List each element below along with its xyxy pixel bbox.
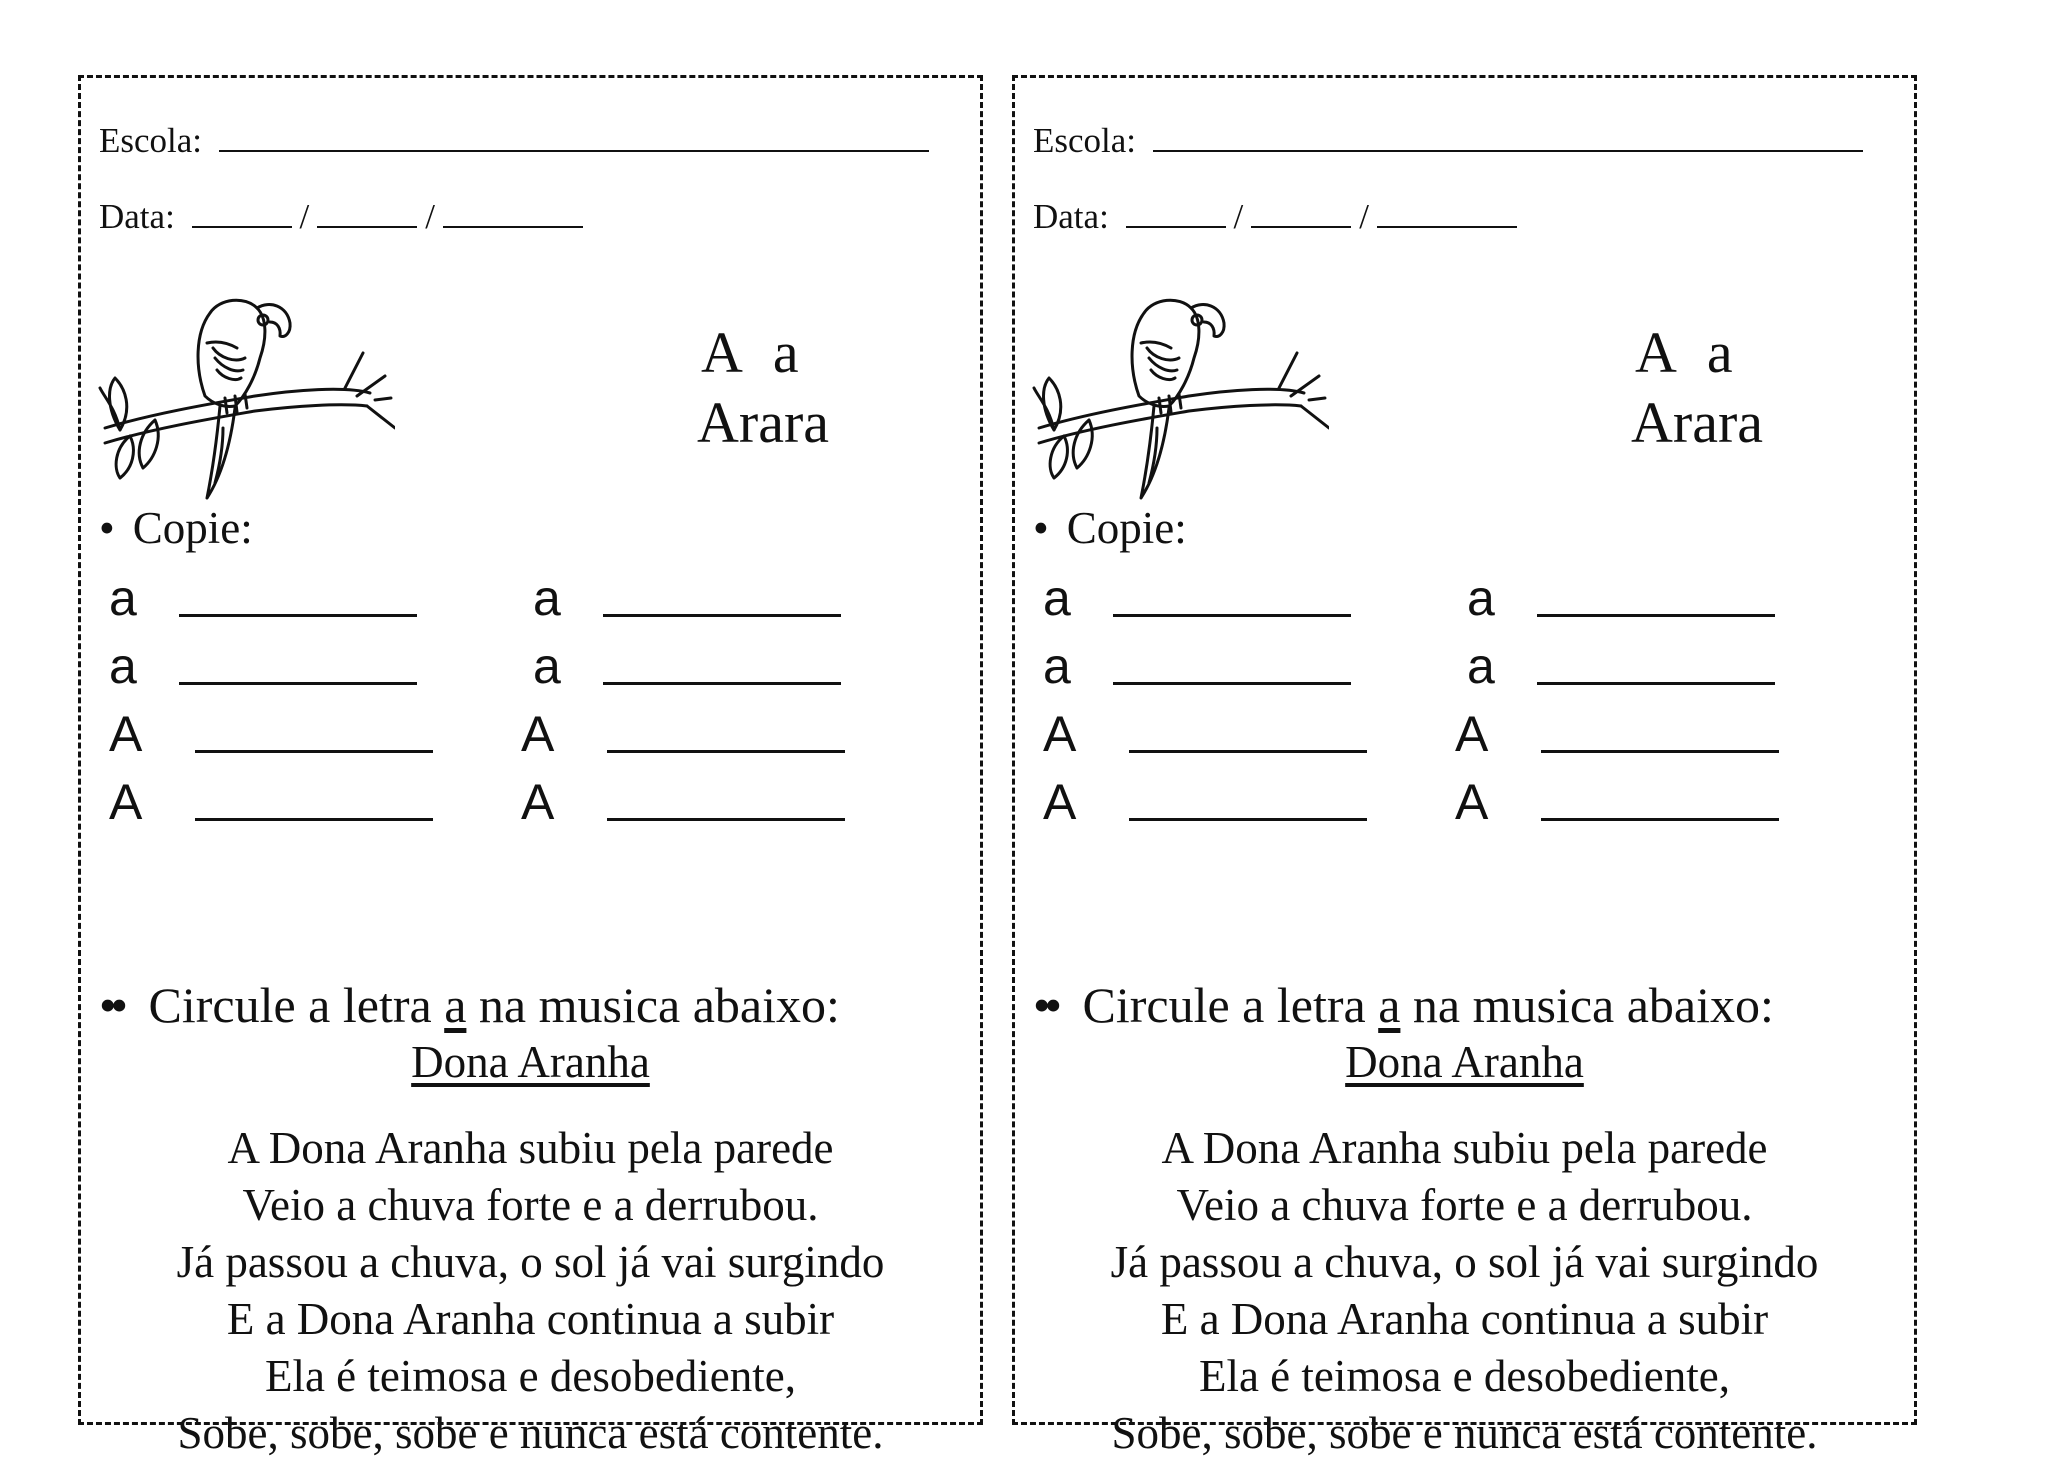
circle-text-before: Circule a letra	[148, 977, 432, 1033]
copy-row	[1043, 768, 1863, 836]
school-label: Escola:	[99, 121, 203, 160]
song-line: Sobe, sobe, sobe e nunca está contente.	[1111, 1408, 1818, 1458]
copy-letter: A	[109, 706, 143, 762]
school-field	[99, 120, 929, 161]
copy-blank-line[interactable]	[1113, 682, 1351, 685]
song-line: A Dona Aranha subiu pela parede	[1161, 1123, 1768, 1173]
date-label: Data:	[99, 197, 175, 236]
date-field	[1033, 196, 1517, 237]
date-day-blank[interactable]	[192, 196, 292, 228]
circle-target-letter: a	[444, 977, 467, 1033]
copy-blank-line[interactable]	[1537, 682, 1775, 685]
copy-blank-line[interactable]	[195, 750, 433, 753]
copy-letter: A	[1043, 774, 1077, 830]
date-separator: /	[1233, 197, 1244, 236]
circle-text-after: na musica abaixo:	[478, 977, 840, 1033]
copy-letter: a	[109, 638, 137, 694]
date-field	[99, 196, 583, 237]
song-line: Sobe, sobe, sobe e nunca está contente.	[177, 1408, 884, 1458]
copy-blank-line[interactable]	[1541, 818, 1779, 821]
worksheet-card-right	[1012, 75, 1917, 1458]
copy-bullet: •	[1033, 503, 1049, 553]
copy-row	[1043, 700, 1863, 768]
copy-letter: a	[533, 570, 561, 626]
date-month-blank[interactable]	[317, 196, 417, 228]
copy-blank-line[interactable]	[1129, 750, 1367, 753]
copy-blank-line[interactable]	[607, 818, 845, 821]
date-year-blank[interactable]	[1377, 196, 1517, 228]
copy-row	[1043, 564, 1863, 632]
copy-blank-line[interactable]	[607, 750, 845, 753]
date-year-blank[interactable]	[443, 196, 583, 228]
copy-label: Copie:	[1066, 503, 1187, 553]
copy-blank-line[interactable]	[179, 682, 417, 685]
song-line: Ela é teimosa e desobediente,	[264, 1351, 797, 1401]
copy-instruction	[1033, 502, 1187, 554]
copy-blank-line[interactable]	[1541, 750, 1779, 753]
school-label: Escola:	[1033, 121, 1137, 160]
copy-letter: A	[521, 706, 555, 762]
school-blank-line[interactable]	[1153, 120, 1863, 152]
copy-row	[109, 564, 929, 632]
copy-letter: a	[533, 638, 561, 694]
example-word: Arara	[697, 390, 830, 455]
copy-row	[109, 632, 929, 700]
letter-display	[1631, 318, 1764, 458]
copy-letter: a	[109, 570, 137, 626]
date-separator: /	[299, 197, 310, 236]
circle-instruction	[1033, 976, 1774, 1034]
song-line: Veio a chuva forte e a derrubou.	[1176, 1180, 1753, 1230]
circle-target-letter: a	[1378, 977, 1401, 1033]
copy-blank-line[interactable]	[603, 682, 841, 685]
school-blank-line[interactable]	[219, 120, 929, 152]
copy-letter: A	[1043, 706, 1077, 762]
song-lyrics	[81, 1120, 980, 1462]
copy-letter: A	[521, 774, 555, 830]
song-line: Ela é teimosa e desobediente,	[1198, 1351, 1731, 1401]
circle-bullet: ••	[1033, 977, 1057, 1033]
copy-row	[109, 700, 929, 768]
school-field	[1033, 120, 1863, 161]
song-title: Dona Aranha	[1345, 1037, 1584, 1087]
copy-letter: a	[1043, 638, 1071, 694]
song-title: Dona Aranha	[411, 1037, 650, 1087]
letter-display	[697, 318, 830, 458]
song-line: E a Dona Aranha continua a subir	[1160, 1294, 1769, 1344]
parrot-on-branch-icon	[1029, 278, 1329, 508]
letter-upper: A	[1635, 320, 1677, 385]
copy-instruction	[99, 502, 253, 554]
date-separator: /	[1359, 197, 1370, 236]
copy-letter: a	[1043, 570, 1071, 626]
copy-letter: a	[1467, 570, 1495, 626]
copy-grid	[1043, 564, 1863, 836]
copy-letter: a	[1467, 638, 1495, 694]
copy-letter: A	[109, 774, 143, 830]
copy-letter: A	[1455, 706, 1489, 762]
copy-blank-line[interactable]	[1129, 818, 1367, 821]
song-line: Já passou a chuva, o sol já vai surgindo	[1110, 1237, 1819, 1287]
song-lyrics	[1015, 1120, 1914, 1462]
date-month-blank[interactable]	[1251, 196, 1351, 228]
song-line: A Dona Aranha subiu pela parede	[227, 1123, 834, 1173]
example-word: Arara	[1631, 390, 1764, 455]
copy-blank-line[interactable]	[1113, 614, 1351, 617]
copy-blank-line[interactable]	[1537, 614, 1775, 617]
copy-blank-line[interactable]	[179, 614, 417, 617]
copy-blank-line[interactable]	[195, 818, 433, 821]
copy-grid	[109, 564, 929, 836]
worksheet-card-left	[78, 75, 983, 1458]
copy-blank-line[interactable]	[603, 614, 841, 617]
letter-upper: A	[701, 320, 743, 385]
copy-row	[109, 768, 929, 836]
circle-text-after: na musica abaixo:	[1412, 977, 1774, 1033]
song-line: E a Dona Aranha continua a subir	[226, 1294, 835, 1344]
circle-text-before: Circule a letra	[1082, 977, 1366, 1033]
circle-bullet: ••	[99, 977, 123, 1033]
date-label: Data:	[1033, 197, 1109, 236]
letter-lower: a	[1706, 320, 1733, 385]
copy-bullet: •	[99, 503, 115, 553]
copy-label: Copie:	[132, 503, 253, 553]
song-line: Veio a chuva forte e a derrubou.	[242, 1180, 819, 1230]
date-separator: /	[425, 197, 436, 236]
copy-row	[1043, 632, 1863, 700]
parrot-on-branch-icon	[95, 278, 395, 508]
letter-lower: a	[772, 320, 799, 385]
circle-instruction	[99, 976, 840, 1034]
song-line: Já passou a chuva, o sol já vai surgindo	[176, 1237, 885, 1287]
copy-letter: A	[1455, 774, 1489, 830]
date-day-blank[interactable]	[1126, 196, 1226, 228]
